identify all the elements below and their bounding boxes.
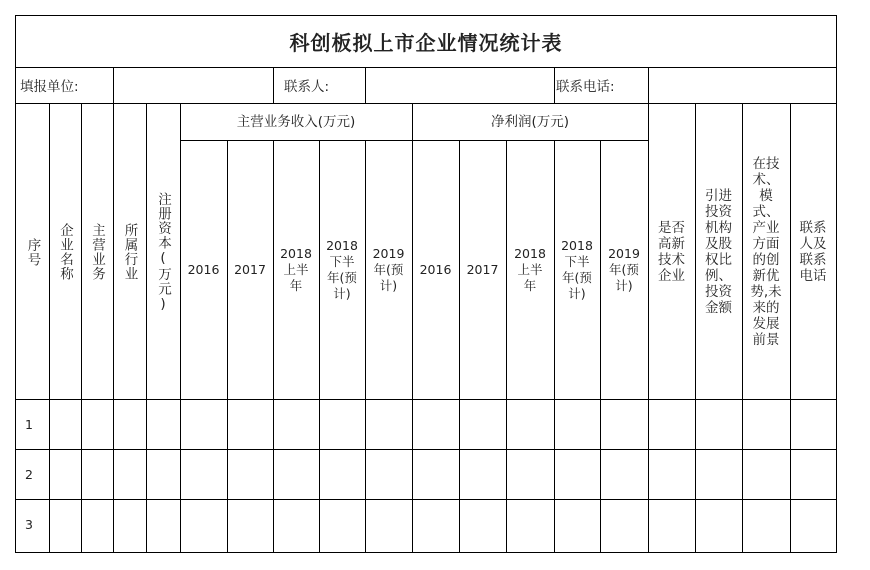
grid-line: [49, 104, 50, 552]
grid-line: [554, 140, 555, 552]
row-number: 2: [25, 467, 33, 482]
grid-line: [227, 140, 228, 552]
row-number: 3: [25, 517, 33, 532]
revenue-group-header: 主营业务收入(万元): [236, 114, 356, 130]
col-hightech: 是否高新技术企业: [658, 220, 685, 284]
rev-col-2016: 2016: [187, 262, 220, 277]
col-company: 企业名称: [57, 223, 73, 281]
col-seq: 序号: [24, 237, 41, 267]
grid-line: [113, 68, 114, 103]
grid-line: [146, 104, 147, 552]
statistics-table: [15, 15, 837, 553]
grid-line: [365, 140, 366, 552]
grid-line: [81, 104, 82, 552]
grid-line: [412, 104, 413, 552]
grid-line: [742, 104, 743, 552]
grid-line: [16, 449, 836, 450]
table-title: 科创板拟上市企业情况统计表: [289, 31, 563, 55]
grid-line: [16, 499, 836, 500]
grid-line: [506, 140, 507, 552]
profit-col-2019: 2019年(预计): [608, 246, 640, 293]
grid-line: [113, 104, 114, 552]
grid-line: [648, 104, 649, 552]
grid-line: [16, 67, 836, 68]
contact-label: 联系人:: [284, 79, 330, 95]
rev-col-2018-h2: 2018下半年(预计): [326, 238, 358, 301]
rev-col-2017: 2017: [234, 262, 266, 277]
grid-line: [16, 103, 836, 104]
profit-col-2018-h1: 2018上半年: [514, 246, 546, 293]
grid-line: [319, 140, 320, 552]
grid-line: [180, 140, 648, 141]
col-advantages: 在技术、模式、产业方面的创新优势,未来的发展前景: [750, 156, 782, 348]
rev-col-2019: 2019年(预计): [372, 246, 405, 293]
grid-line: [600, 140, 601, 552]
grid-line: [16, 399, 836, 400]
grid-line: [790, 104, 791, 552]
grid-line: [459, 140, 460, 552]
profit-col-2018-h2: 2018下半年(预计): [561, 238, 593, 301]
col-contacts: 联系人及联系电话: [799, 220, 827, 284]
grid-line: [273, 140, 274, 552]
phone-label: 联系电话:: [556, 79, 615, 95]
grid-line: [180, 104, 181, 552]
grid-line: [273, 68, 274, 103]
col-capital: 注册资本(万元): [155, 191, 171, 313]
grid-line: [365, 68, 366, 103]
col-industry: 所属行业: [121, 223, 138, 281]
grid-line: [554, 68, 555, 103]
profit-group-header: 净利润(万元): [490, 114, 570, 130]
profit-col-2017: 2017: [466, 262, 499, 277]
col-investors: 引进投资机构及股权比例、投资金额: [705, 188, 732, 316]
grid-line: [648, 68, 649, 103]
rev-col-2018-h1: 2018上半年: [280, 246, 312, 293]
profit-col-2016: 2016: [419, 262, 452, 277]
row-number: 1: [25, 417, 33, 432]
col-business: 主营业务: [89, 223, 105, 281]
grid-line: [695, 104, 696, 552]
unit-label: 填报单位:: [20, 79, 79, 95]
